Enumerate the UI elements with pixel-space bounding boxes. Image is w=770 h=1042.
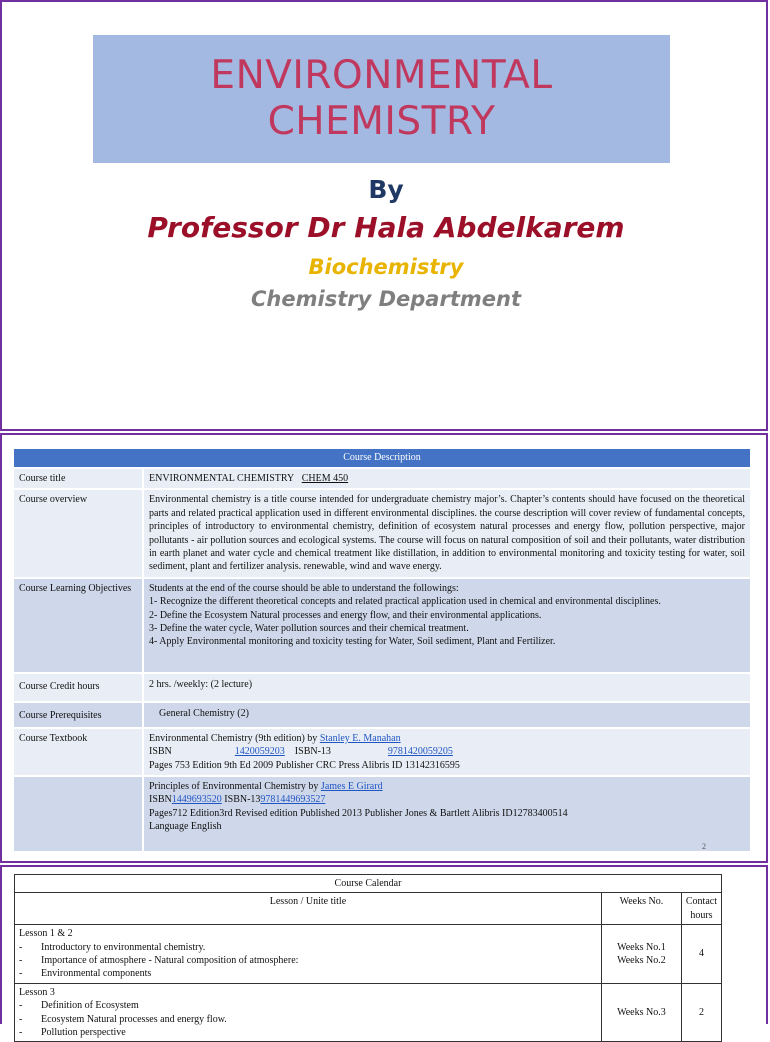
table-row bbox=[15, 983, 722, 1042]
course-title-cell bbox=[144, 469, 750, 488]
credit-hours: 2 hrs. /weekly: (2 lecture) bbox=[144, 674, 750, 701]
lesson-name: Lesson 1 & 2 bbox=[19, 928, 73, 940]
pages-line: Pages712 Edition3rd Revised edition Published 2013 Publisher Jones & Bartlett Alibris ID12783400514 bbox=[149, 807, 568, 819]
course-title: ENVIRONMENTAL CHEMISTRY bbox=[149, 473, 295, 484]
isbn13-link[interactable]: 9781420059205 bbox=[387, 746, 453, 758]
course-calendar-table bbox=[14, 874, 722, 1042]
course-calendar-slide bbox=[0, 865, 768, 1039]
row-label: Course Learning Objectives bbox=[14, 579, 144, 672]
objective-item: 4- Apply Environmental monitoring and toxicity testing for Water, Soil sediment, Plant and Fertilizer. bbox=[149, 636, 556, 648]
calendar-header-row bbox=[15, 893, 722, 925]
row-label: Course overview bbox=[14, 490, 144, 576]
isbn-link[interactable]: 1449693520 bbox=[171, 794, 222, 806]
table-row bbox=[14, 469, 750, 488]
isbn-label: ISBN bbox=[149, 746, 172, 758]
list-item: - Environmental components bbox=[19, 968, 152, 980]
table-header: Course Description bbox=[14, 449, 750, 467]
pages-line: Pages 753 Edition 9th Ed 2009 Publisher CRC Press Alibris ID 13142316595 bbox=[149, 759, 460, 771]
textbook-1 bbox=[144, 729, 750, 775]
isbn13-label: ISBN-13 bbox=[221, 794, 261, 806]
textbook-2 bbox=[144, 777, 750, 851]
table-row bbox=[14, 703, 750, 727]
isbn13-link[interactable]: 9781449693527 bbox=[260, 794, 326, 806]
table-row bbox=[14, 579, 750, 672]
table-row bbox=[15, 925, 722, 984]
list-item: - Importance of atmosphere - Natural composition of atmosphere: bbox=[19, 955, 299, 967]
weeks-cell: Weeks No.3 bbox=[601, 983, 681, 1042]
isbn-label: ISBN bbox=[149, 794, 172, 806]
row-label: Course title bbox=[14, 469, 144, 488]
row-label: Course Credit hours bbox=[14, 674, 144, 701]
weeks-cell: Weeks No.1 Weeks No.2 bbox=[601, 925, 681, 984]
objectives-cell bbox=[144, 579, 750, 672]
course-overview: Environmental chemistry is a title course intended for undergraduate chemistry major’s. Chapter’s contents should have focused on the theoretical parts and related practical application used in different environmental disciplines. the course description will cover review of fundamental concepts, principles of introductory to environmental chemistry, definition of ecosystem natural processes and energy flow, pollution perspective, major pollutants - air pollution sources and ecological systems. The course will focus on natural composition of soil and their pollutants, water distribution in earth planet and water cycle and chemical treatment like distillation, in addition to environmental monitoring and toxicity testing for water, soil sediment, plant and fertilizer analysis. renewable, wind and wave energy. bbox=[144, 490, 750, 576]
textbook-title: Environmental Chemistry (9th edition) by bbox=[149, 732, 320, 744]
table-row bbox=[14, 674, 750, 701]
course-code: CHEM 450 bbox=[301, 473, 349, 484]
calendar-title-row bbox=[15, 875, 722, 893]
language-line: Language English bbox=[149, 821, 222, 833]
prerequisites: General Chemistry (2) bbox=[144, 703, 750, 727]
list-item: - Introductory to environmental chemistry. bbox=[19, 941, 206, 953]
author-link[interactable]: James E Girard bbox=[320, 781, 383, 793]
by-label: By bbox=[368, 175, 404, 204]
textbook-title: Principles of Environmental Chemistry by bbox=[149, 781, 321, 793]
col-lesson-header: Lesson / Unite title bbox=[15, 893, 602, 925]
objective-item: 3- Define the water cycle, Water pollution sources and their chemical treatment. bbox=[149, 623, 469, 635]
list-item: - Pollution perspective bbox=[19, 1027, 126, 1039]
isbn-link[interactable]: 1420059203 bbox=[234, 746, 285, 758]
isbn13-label: ISBN-13 bbox=[294, 746, 331, 758]
course-description-slide bbox=[0, 433, 768, 863]
row-label bbox=[14, 777, 144, 851]
col-weeks-header: Weeks No. bbox=[601, 893, 681, 925]
department: Chemistry Department bbox=[251, 287, 521, 311]
author-name: Professor Dr Hala Abdelkarem bbox=[147, 211, 625, 244]
list-item: - Definition of Ecosystem bbox=[19, 1000, 139, 1012]
objectives-intro: Students at the end of the course should be able to understand the followings: bbox=[149, 582, 459, 594]
title-line-1: ENVIRONMENTAL bbox=[210, 53, 553, 98]
hours-cell: 2 bbox=[681, 983, 721, 1042]
col-hours-header: Contact hours bbox=[681, 893, 721, 925]
title-banner bbox=[93, 35, 670, 163]
author-link[interactable]: Stanley E. Manahan bbox=[319, 732, 401, 744]
lesson-name: Lesson 3 bbox=[19, 986, 55, 998]
calendar-title: Course Calendar bbox=[15, 875, 722, 893]
objective-item: 1- Recognize the different theoretical concepts and related practical application used in chemical and environmental disciplines. bbox=[149, 596, 661, 608]
page-number: 2 bbox=[702, 842, 706, 851]
table-header-row bbox=[14, 449, 750, 467]
row-label: Course Textbook bbox=[14, 729, 144, 775]
specialty: Biochemistry bbox=[308, 255, 464, 279]
list-item: - Ecosystem Natural processes and energy flow. bbox=[19, 1013, 227, 1025]
objective-item: 2- Define the Ecosystem Natural processes and energy flow, and their environmental applications. bbox=[149, 609, 542, 621]
course-description-table bbox=[14, 447, 750, 853]
title-line-2: CHEMISTRY bbox=[267, 99, 496, 144]
row-label: Course Prerequisites bbox=[14, 703, 144, 727]
table-row bbox=[14, 777, 750, 851]
table-row bbox=[14, 490, 750, 576]
hours-cell: 4 bbox=[681, 925, 721, 984]
lesson-cell bbox=[15, 983, 602, 1042]
title-slide bbox=[0, 0, 768, 431]
lesson-cell bbox=[15, 925, 602, 984]
table-row bbox=[14, 729, 750, 775]
